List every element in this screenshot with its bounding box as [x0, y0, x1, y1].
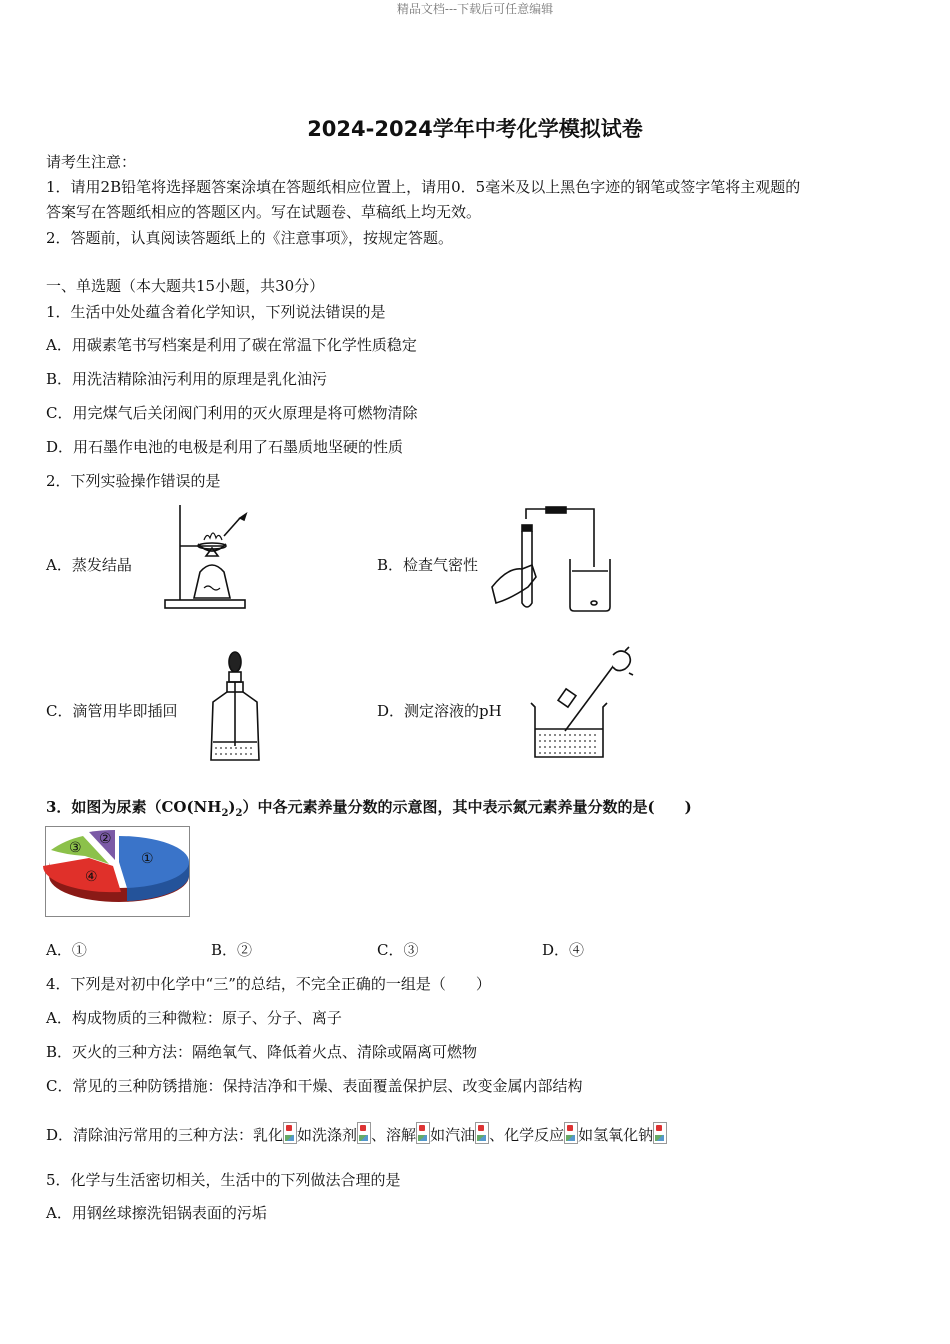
notice-line-2: 2．答题前，认真阅读答题纸上的《注意事项》，按规定答题。 — [46, 229, 454, 247]
broken-image-icon — [283, 1122, 297, 1144]
q5-option-a: A．用钢丝球擦洗铝锅表面的污垢 — [46, 1204, 267, 1222]
q2-option-b: B．检查气密性 — [377, 556, 479, 574]
q3-option-c: C．③ — [377, 941, 419, 959]
urea-pie-chart — [45, 826, 191, 918]
q4-option-c: C．常见的三种防锈措施：保持洁净和干燥、表面覆盖保护层、改变金属内部结构 — [46, 1077, 583, 1095]
q3-stem: 3．如图为尿素$(CO(NH_2)_2)$中各元素养量分数的示意图，其中表示氮元素养量分数的是( ) — [46, 798, 692, 819]
section-heading: 一、单选题（本大题共15小题，共30分） — [46, 277, 325, 295]
pie-label-4: ④ — [85, 869, 98, 885]
q3-option-a: A．① — [46, 941, 87, 959]
q1-stem: 1．生活中处处蕴含着化学知识，下列说法错误的是 — [46, 303, 386, 321]
page-header: 精品文档---下载后可任意编辑 — [396, 2, 554, 16]
broken-image-icon — [475, 1122, 489, 1144]
q2-option-a: A．蒸发结晶 — [46, 556, 132, 574]
pie-label-1: ① — [141, 851, 154, 867]
q2-option-d: D．测定溶液的pH — [377, 702, 502, 720]
q4-option-d: D．清除油污常用的三种方法：乳化 如洗涤剂 、溶解 如汽油 、化学反应 如氢氧化钠 — [46, 1122, 667, 1145]
broken-image-icon — [416, 1122, 430, 1144]
q4-option-a: A．构成物质的三种微粒：原子、分子、离子 — [46, 1009, 342, 1027]
pie-label-2: ② — [99, 831, 112, 847]
page-title: 2024-2024学年中考化学模拟试卷 — [307, 117, 643, 141]
q4-stem: 4．下列是对初中化学中“三”的总结，不完全正确的一组是（ ） — [46, 975, 491, 993]
broken-image-icon — [357, 1122, 371, 1144]
q2-stem: 2．下列实验操作错误的是 — [46, 472, 221, 490]
q4-option-b: B．灭火的三种方法：隔绝氧气、降低着火点、清除或隔离可燃物 — [46, 1043, 478, 1061]
q1-option-c: C．用完煤气后关闭阀门利用的灭火原理是将可燃物清除 — [46, 404, 418, 422]
q3-option-b: B．② — [211, 941, 253, 959]
ph-measuring-figure — [525, 645, 640, 763]
broken-image-icon — [653, 1122, 667, 1144]
q1-option-b: B．用洗洁精除油污利用的原理是乳化油污 — [46, 370, 328, 388]
pie-label-3: ③ — [69, 840, 82, 856]
q1-option-a: A．用碳素笔书写档案是利用了碳在常温下化学性质稳定 — [46, 336, 417, 354]
airtightness-figure — [488, 507, 608, 615]
q2-option-c: C．滴管用毕即插回 — [46, 702, 178, 720]
dropper-bottle-figure — [205, 650, 265, 765]
notice-line-1b: 答案写在答题纸相应的答题区内。写在试题卷、草稿纸上均无效。 — [46, 203, 482, 221]
q5-stem: 5．化学与生活密切相关，生活中的下列做法合理的是 — [46, 1171, 401, 1189]
evaporation-figure — [160, 500, 250, 612]
broken-image-icon — [564, 1122, 578, 1144]
notice-heading: 请考生注意： — [46, 153, 137, 171]
q3-option-d: D．④ — [542, 941, 585, 959]
notice-line-1: 1．请用2B铅笔将选择题答案涂填在答题纸相应位置上，请用0．5毫米及以上黑色字迹的钢笔或签字笔将主观题的 — [46, 178, 801, 196]
q1-option-d: D．用石墨作电池的电极是利用了石墨质地坚硬的性质 — [46, 438, 404, 456]
